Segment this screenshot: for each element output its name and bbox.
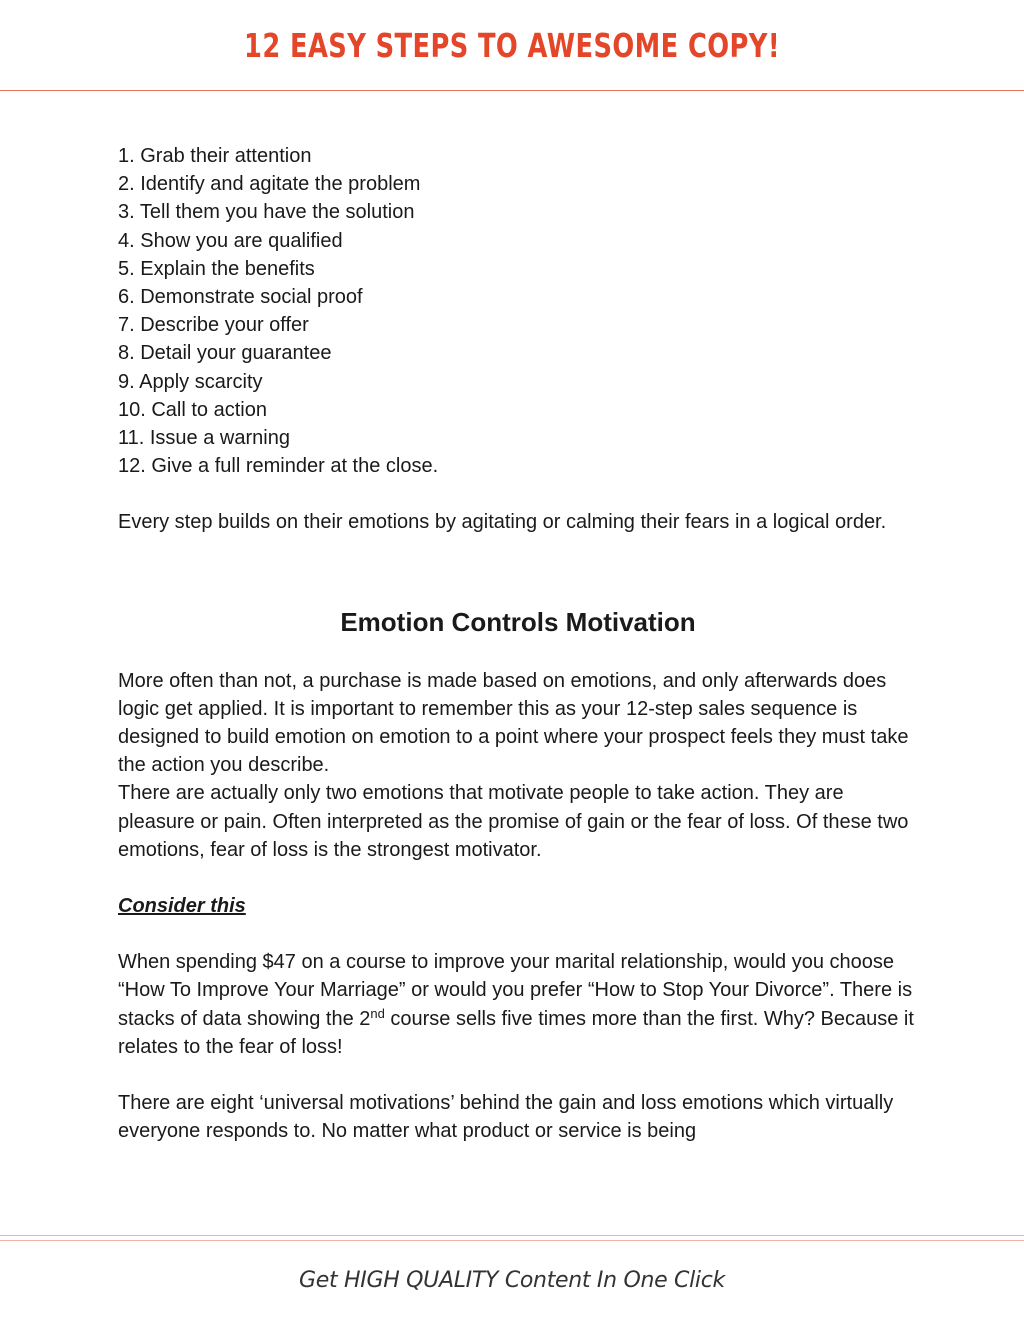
- footer-divider-bottom: [0, 1240, 1024, 1241]
- list-item: 8. Detail your guarantee: [118, 342, 332, 365]
- document-body: [118, 142, 918, 1145]
- list-item: 11. Issue a warning: [118, 427, 290, 450]
- example-text-part-2: course sells five times more than the first. Why? Because it relates to the fear of loss!: [118, 1007, 914, 1058]
- steps-list: [118, 142, 918, 480]
- paragraph-purchase-emotions: More often than not, a purchase is made based on emotions, and only afterwards does logic get applied. It is important to remember this as your 12-step sales sequence is designed to build emotion on emotion to a point where your prospect feels they must take the action you describe.: [118, 669, 909, 777]
- page-title: 12 EASY STEPS TO AWESOME COPY!: [244, 26, 780, 65]
- consider-subheading: Consider this: [118, 895, 246, 918]
- example-text-part-1: When spending $47 on a course to improve your marital relationship, would you choose “How To Improve Your Marriage” or would you prefer “How to Stop Your Divorce”. There is stacks of data showing the 2: [118, 951, 913, 1030]
- list-item: 12. Give a full reminder at the close.: [118, 455, 439, 478]
- paragraph-example: [118, 948, 918, 1061]
- header-divider: [0, 90, 1024, 91]
- page-header: [0, 0, 1024, 92]
- list-item: 5. Explain the benefits: [118, 257, 315, 280]
- section-heading: Emotion Controls Motivation: [340, 606, 696, 637]
- list-item: 1. Grab their attention: [118, 145, 312, 167]
- list-item: 4. Show you are qualified: [118, 229, 343, 252]
- footer-tagline: Get HIGH QUALITY Content In One Click: [299, 1268, 725, 1293]
- ordinal-superscript: nd: [370, 1005, 385, 1021]
- list-item: 9. Apply scarcity: [118, 370, 263, 393]
- list-item: 6. Demonstrate social proof: [118, 286, 363, 309]
- paragraph-two-emotions: There are actually only two emotions that motivate people to take action. They are pleasure or pain. Often interpreted as the promise of gain or the fear of loss. Of these two emotions, fear of loss is the strongest motivator.: [118, 782, 909, 861]
- list-item: 2. Identify and agitate the problem: [118, 173, 421, 196]
- paragraph-universal-motivations: There are eight ‘universal motivations’ behind the gain and loss emotions which virtually everyone responds to. No matter what product or service is being: [118, 1092, 894, 1143]
- list-item: 3. Tell them you have the solution: [118, 201, 415, 224]
- footer-divider-top: [0, 1235, 1024, 1236]
- intro-paragraph: Every step builds on their emotions by agitating or calming their fears in a logical order.: [118, 511, 887, 534]
- list-item: 7. Describe your offer: [118, 314, 309, 337]
- list-item: 10. Call to action: [118, 398, 267, 421]
